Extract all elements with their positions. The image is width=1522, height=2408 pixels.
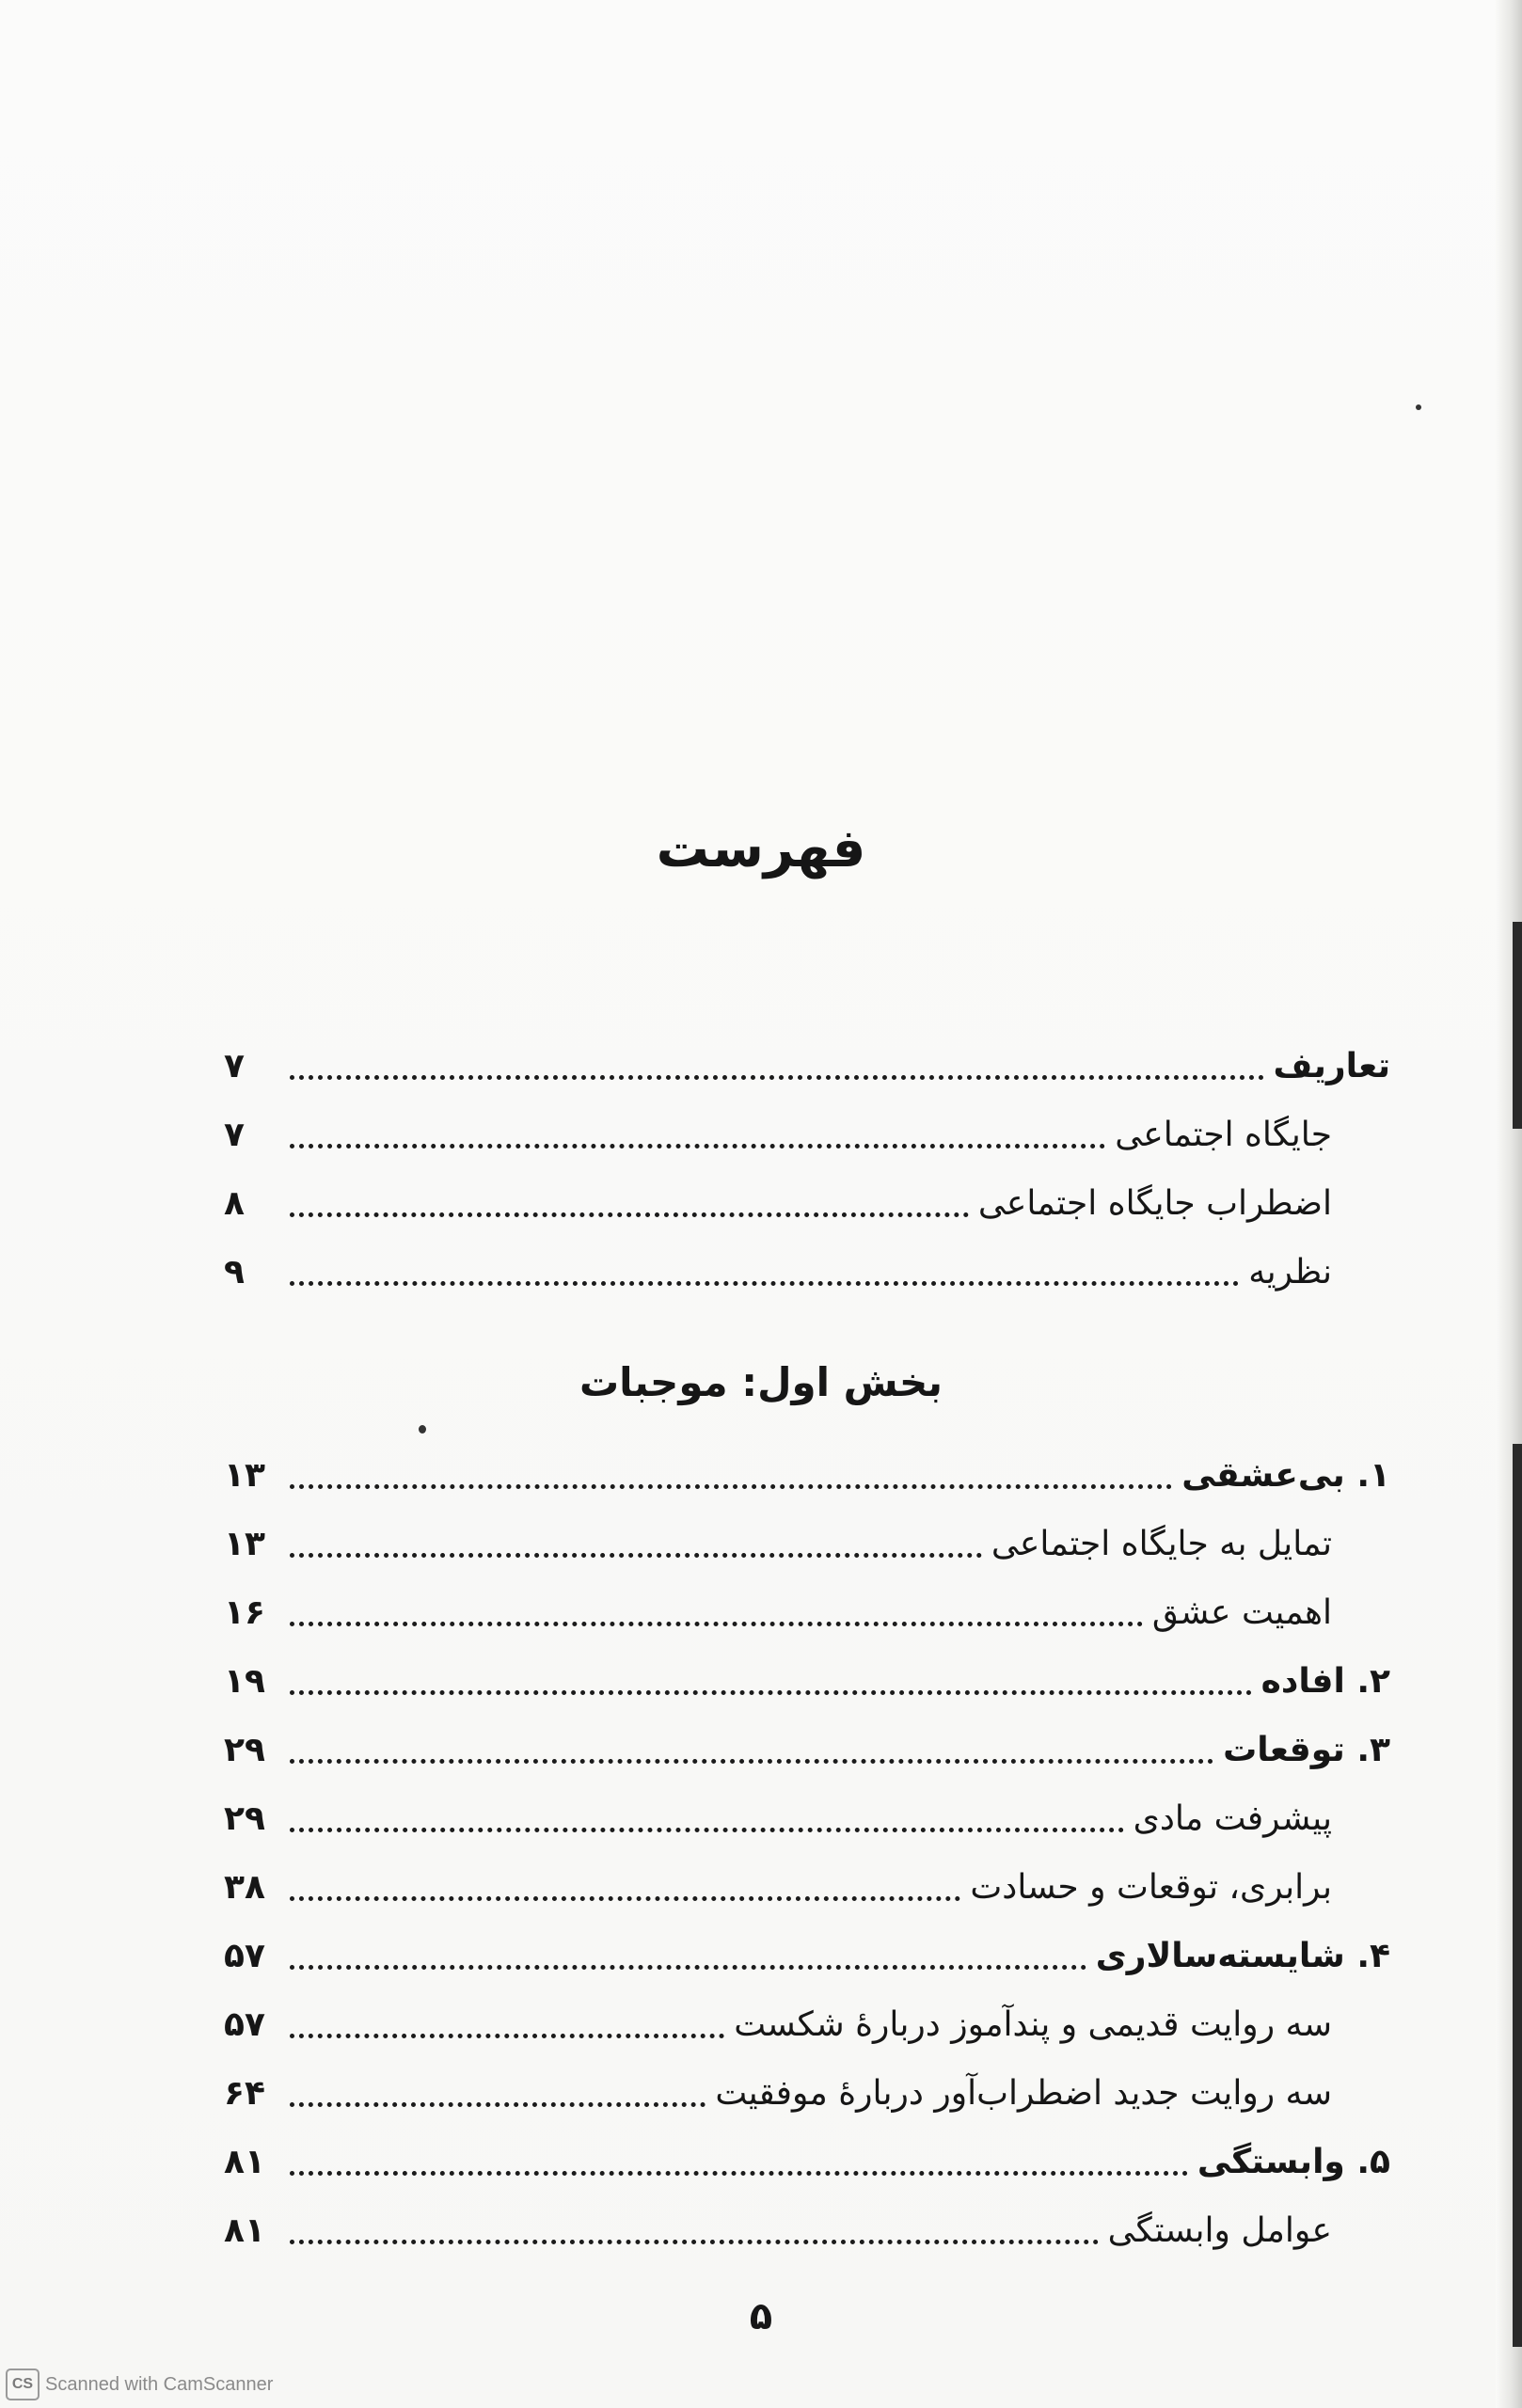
toc-entry-page-number: ۸۱ [224,2143,265,2182]
toc-entry-page-number: ۱۹ [224,1662,265,1702]
toc-entry-page-number: ۷ [224,1116,245,1155]
toc-entry [224,1773,1390,1842]
toc-entry-page-number: ۵۷ [224,1937,265,1976]
toc-entry-page-number: ۹ [224,1253,245,1292]
toc-entry-label: عوامل وابستگی [1107,2211,1332,2251]
page-number: ۵ [749,2295,773,2338]
toc-entry [224,1158,1390,1227]
toc-dot-leader [290,1896,960,1901]
toc-entry-page-number: ۲۹ [224,1799,265,1839]
toc-entry-page-number: ۲۹ [224,1731,265,1770]
toc-entry-label: ۲. افاده [1260,1662,1390,1702]
toc-entry-page-number: ۵۷ [224,2005,265,2045]
toc-dot-leader [290,1484,1172,1489]
toc-intro-list [224,1021,1390,1295]
toc-dot-leader [290,1144,1105,1149]
toc-entry-label: ۴. شایسته‌سالاری [1095,1937,1390,1976]
toc-entry-page-number: ۸۱ [224,2211,265,2251]
toc-entry-label: برابری، توقعات و حسادت [970,1868,1332,1908]
toc-entry-label: تمایل به جایگاه اجتماعی [991,1525,1332,1564]
scan-edge-strip [1513,1444,1522,2347]
toc-dot-leader [290,2034,724,2038]
toc-entry-label: ۱. بی‌عشقی [1181,1456,1390,1496]
toc-entry-label: اضطراب جایگاه اجتماعی [977,1184,1332,1224]
scanner-watermark [6,2368,273,2400]
toc-dot-leader [290,1622,1143,1626]
toc-entry-page-number: ۶۴ [224,2074,265,2114]
toc-dot-leader [290,1553,982,1558]
toc-entry [224,1430,1390,1498]
toc-entry [224,2116,1390,2185]
toc-entry-page-number: ۸ [224,1184,245,1224]
toc-entry-label: جایگاه اجتماعی [1115,1116,1332,1155]
toc-entry [224,1498,1390,1567]
watermark-text: Scanned with CamScanner [45,2373,274,2395]
toc-dot-leader [290,1828,1124,1832]
toc-entry-label: پیشرفت مادی [1133,1799,1332,1839]
toc-entry-label: تعاریف [1273,1047,1390,1086]
toc-entry [224,1636,1390,1704]
toc-entry [224,1567,1390,1636]
toc-entry-page-number: ۳۸ [224,1868,265,1908]
toc-dot-leader [290,1690,1252,1695]
toc-entry-page-number: ۷ [224,1047,245,1086]
toc-entry-page-number: ۱۳ [224,1456,265,1496]
toc-dot-leader [290,2240,1099,2244]
scan-speck [1416,404,1421,410]
toc-dot-leader [290,1759,1213,1764]
scan-edge-strip [1513,922,1522,1129]
toc-entry-label: سه روایت قدیمی و پندآموز دربارۀ شکست [734,2005,1332,2045]
toc-dot-leader [290,1965,1086,1970]
toc-entry-label: ۵. وابستگی [1197,2143,1390,2182]
toc-entry-label: ۳. توقعات [1223,1731,1390,1770]
toc-entry [224,1089,1390,1158]
toc-entry [224,2048,1390,2116]
toc-part1-list [224,1430,1390,2254]
toc-entry [224,1910,1390,1979]
toc-entry [224,1704,1390,1773]
toc-entry-label: نظریه [1248,1253,1332,1292]
section-heading: بخش اول: موجبات [579,1359,943,1405]
camscanner-logo-icon: CS [6,2368,40,2400]
toc-dot-leader [290,2171,1188,2176]
toc-dot-leader [290,1212,969,1217]
toc-dot-leader [290,1075,1264,1080]
toc-entry-page-number: ۱۶ [224,1593,265,1633]
toc-entry-label: اهمیت عشق [1151,1593,1332,1633]
toc-entry [224,1021,1390,1089]
toc-dot-leader [290,2102,706,2107]
toc-entry [224,2185,1390,2254]
toc-entry-label: سه روایت جدید اضطراب‌آور دربارۀ موفقیت [715,2074,1332,2114]
toc-entry-page-number: ۱۳ [224,1525,265,1564]
page-title: فهرست [656,818,866,879]
toc-dot-leader [290,1281,1239,1286]
toc-entry [224,1979,1390,2048]
toc-entry [224,1842,1390,1910]
toc-entry [224,1227,1390,1295]
